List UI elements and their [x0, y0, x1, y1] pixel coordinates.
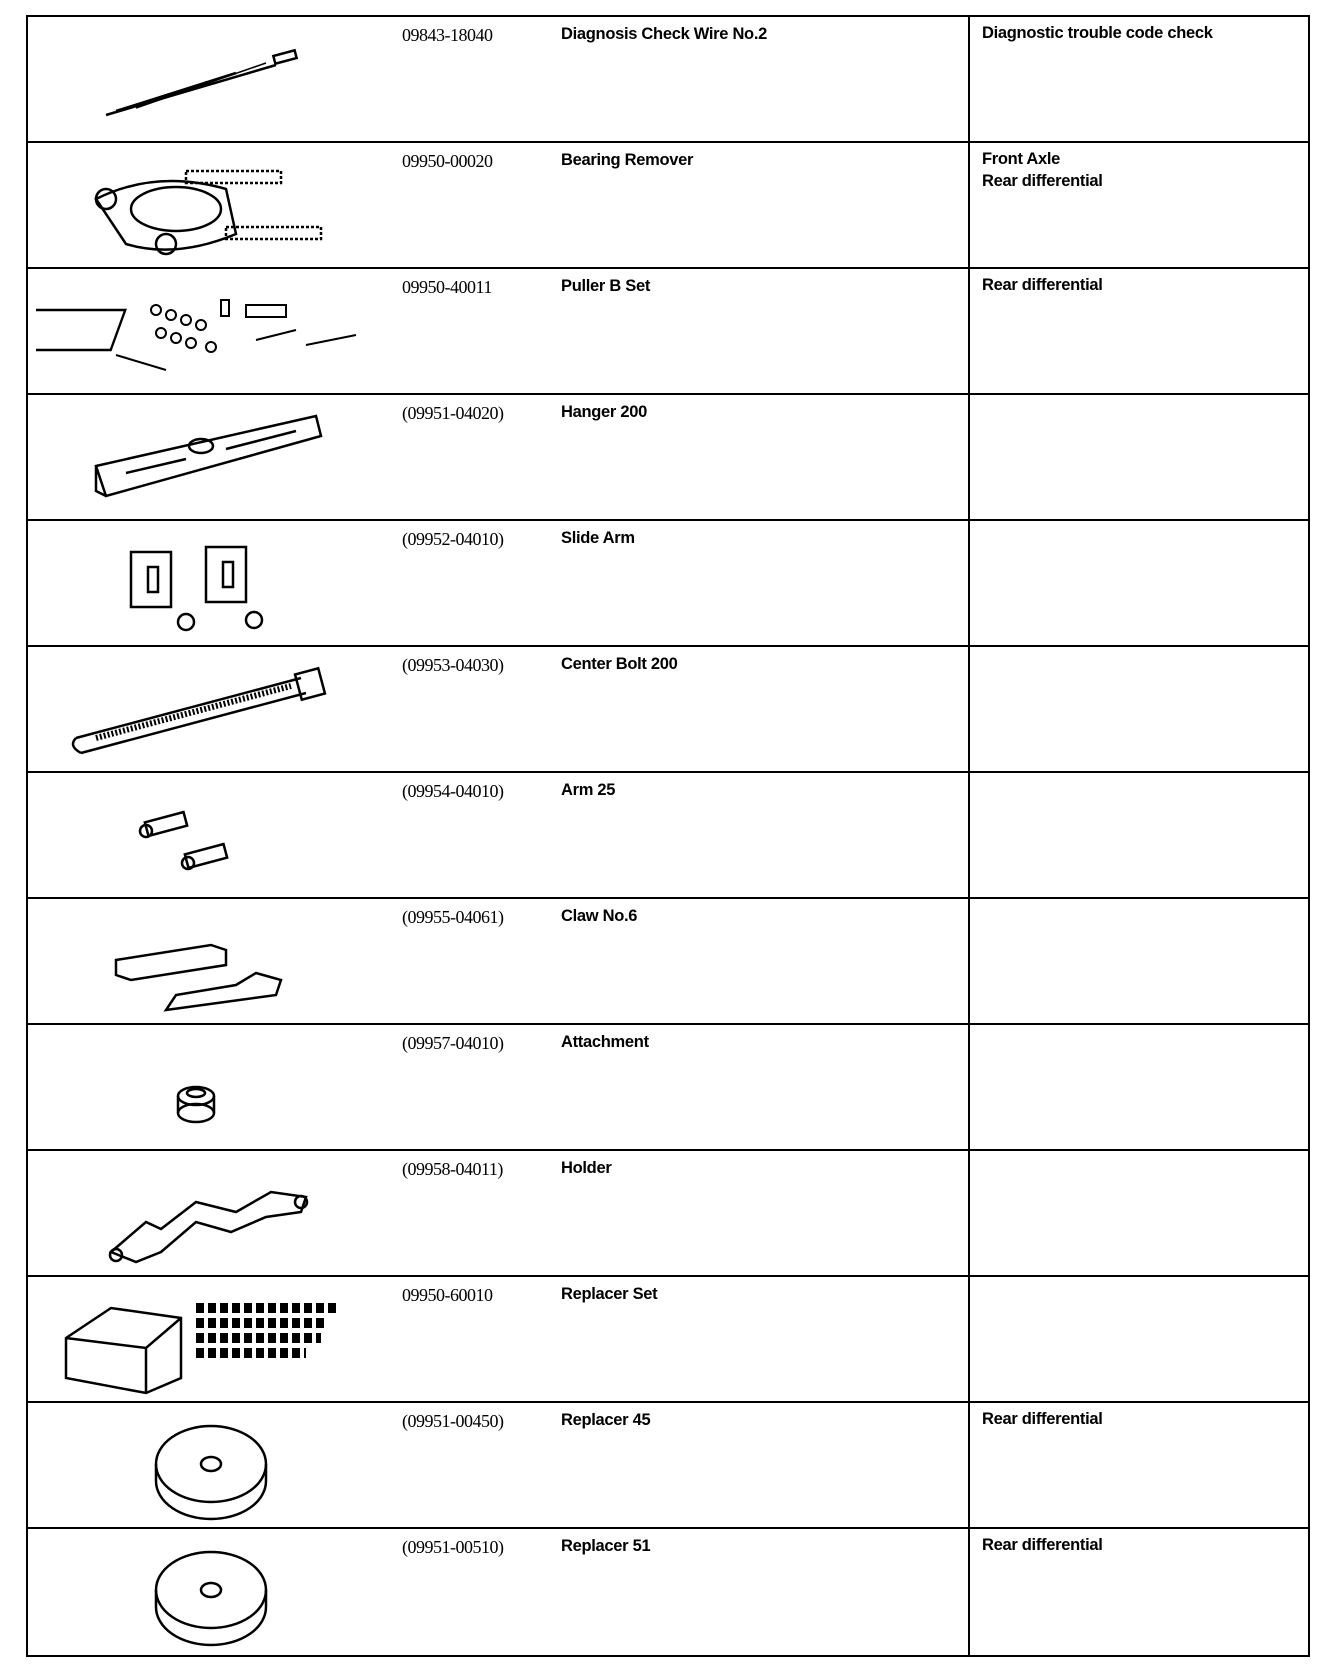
part-number: (09952-04010) — [402, 529, 504, 549]
replacer-set-illustration-icon — [36, 1283, 386, 1395]
holder-illustration-icon — [36, 1157, 386, 1269]
tool-name: Replacer Set — [561, 1285, 658, 1303]
table-row — [28, 1529, 1308, 1655]
slide-arm-illustration-icon — [36, 527, 386, 639]
table-row — [28, 17, 1308, 143]
bearing-remover-illustration-icon — [36, 149, 386, 261]
column-divider — [968, 899, 970, 1023]
column-divider — [968, 1277, 970, 1401]
tool-name: Holder — [561, 1159, 612, 1177]
tool-name: Slide Arm — [561, 529, 635, 547]
column-divider — [968, 647, 970, 771]
part-number: 09843-18040 — [402, 25, 493, 45]
part-number: (09954-04010) — [402, 781, 504, 801]
part-number: (09953-04030) — [402, 655, 504, 675]
usage-cell — [982, 151, 1103, 195]
column-divider — [968, 1151, 970, 1275]
table-row — [28, 1277, 1308, 1403]
table-row — [28, 269, 1308, 395]
table-row — [28, 773, 1308, 899]
column-divider — [968, 521, 970, 645]
tool-name: Replacer 45 — [561, 1411, 651, 1429]
tool-name: Replacer 51 — [561, 1537, 651, 1555]
column-divider — [968, 1025, 970, 1149]
table-row — [28, 143, 1308, 269]
table-row — [28, 521, 1308, 647]
part-number: (09951-00510) — [402, 1537, 504, 1557]
table-row — [28, 647, 1308, 773]
usage-item: Rear differential — [982, 1410, 1103, 1428]
attachment-illustration-icon — [36, 1031, 386, 1143]
part-number: (09955-04061) — [402, 907, 504, 927]
usage-item: Diagnostic trouble code check — [982, 24, 1213, 42]
part-number: (09957-04010) — [402, 1033, 504, 1053]
tool-name: Puller B Set — [561, 277, 651, 295]
replacer-disc-illustration-icon — [36, 1535, 386, 1647]
check-wire-illustration-icon — [36, 23, 386, 135]
hanger-illustration-icon — [36, 401, 386, 513]
part-number: 09950-00020 — [402, 151, 493, 171]
column-divider — [968, 269, 970, 393]
usage-cell — [982, 1411, 1103, 1433]
usage-item: Rear differential — [982, 1536, 1103, 1554]
table-row — [28, 899, 1308, 1025]
table-row — [28, 395, 1308, 521]
special-tools-table — [26, 15, 1310, 1657]
table-row — [28, 1403, 1308, 1529]
tool-name: Claw No.6 — [561, 907, 638, 925]
claw-illustration-icon — [36, 905, 386, 1017]
tool-name: Diagnosis Check Wire No.2 — [561, 25, 767, 43]
part-number: 09950-40011 — [402, 277, 492, 297]
table-row — [28, 1151, 1308, 1277]
column-divider — [968, 143, 970, 267]
replacer-disc-illustration-icon — [36, 1409, 386, 1521]
tool-name: Arm 25 — [561, 781, 616, 799]
column-divider — [968, 1529, 970, 1655]
usage-cell — [982, 277, 1103, 299]
column-divider — [968, 17, 970, 141]
part-number: (09951-00450) — [402, 1411, 504, 1431]
tool-name: Bearing Remover — [561, 151, 694, 169]
usage-item: Rear differential — [982, 172, 1103, 190]
usage-cell — [982, 25, 1213, 47]
tool-name: Center Bolt 200 — [561, 655, 678, 673]
table-row — [28, 1025, 1308, 1151]
part-number: 09950-60010 — [402, 1285, 493, 1305]
center-bolt-illustration-icon — [36, 653, 386, 765]
tool-name: Hanger 200 — [561, 403, 647, 421]
part-number: (09951-04020) — [402, 403, 504, 423]
puller-set-illustration-icon — [36, 275, 386, 387]
usage-item: Rear differential — [982, 276, 1103, 294]
tool-name: Attachment — [561, 1033, 649, 1051]
column-divider — [968, 1403, 970, 1527]
usage-cell — [982, 1537, 1103, 1559]
part-number: (09958-04011) — [402, 1159, 503, 1179]
usage-item: Front Axle — [982, 150, 1060, 168]
column-divider — [968, 773, 970, 897]
arm-illustration-icon — [36, 779, 386, 891]
column-divider — [968, 395, 970, 519]
